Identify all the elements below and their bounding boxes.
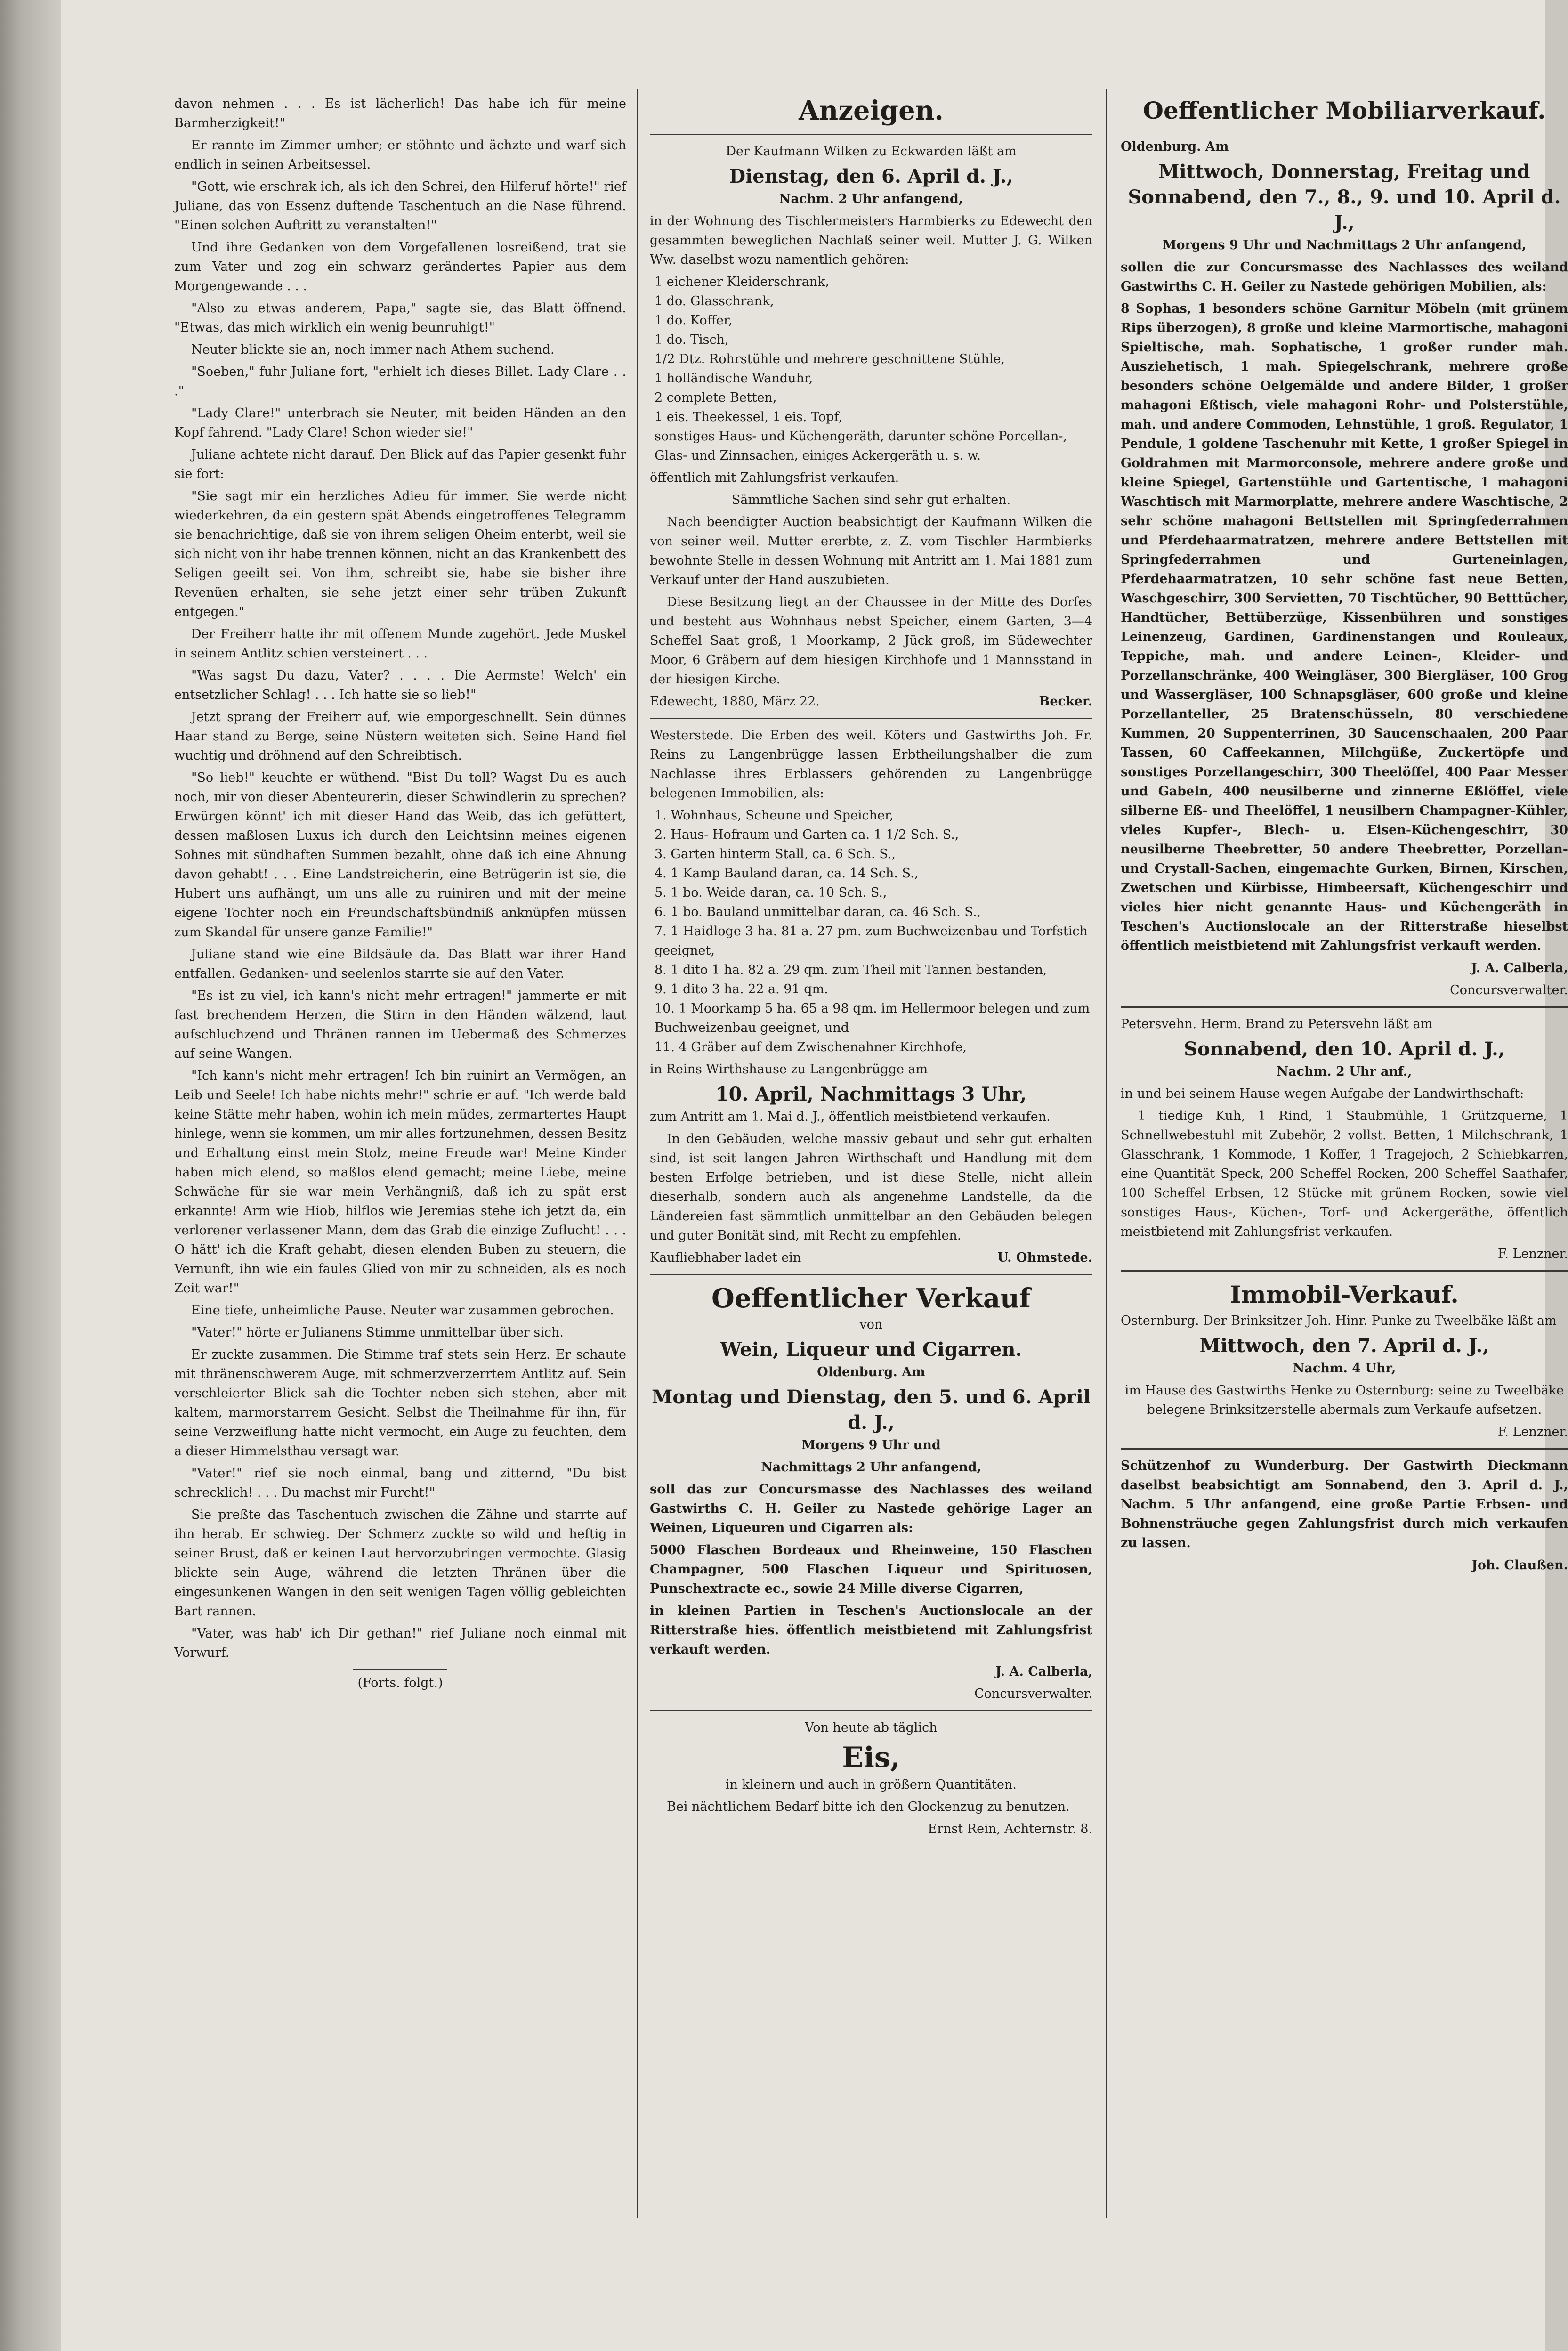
ad-time: Morgens 9 Uhr und Nachmittags 2 Uhr anfangend, xyxy=(1162,238,1527,252)
ad-signer: J. A. Calberla, xyxy=(995,1664,1092,1679)
story-paragraph: "Sie sagt mir ein herzliches Adieu für immer. Sie werde nicht wiederkehren, da ein gestern spät Abends eingetroffenes Telegramm sie benachrichtige, daß sie von ihrem seligen Oheim enterbt, weil sie sich nicht von ihr habe trennen können, nicht an das Krankenbett des Seligen geeilt sei. Von ihm, schreibt sie, habe sie bisher ihre Revenüen erhalten, sie sehe jetzt einer sehr trüben Zukunft entgegen." xyxy=(174,489,626,619)
ad-body-3: in kleinen Partien in Teschen's Auctionslocale an der Ritterstraße hies. öffentlich meistbietend mit Zahlungsfrist verkauft werden. xyxy=(650,1604,1092,1657)
ad-body-3: Diese Besitzung liegt an der Chaussee in der Mitte des Dorfes und besteht aus Wohnhaus nebst Speicher, einem Garten, 3—4 Scheffel Saat groß, 1 Moorkamp, 2 Jück groß, im Südewechter Moor, 6 Gräbern auf dem hiesigen Kirchhofe und 1 Mannsstand in der hiesigen Kirche. xyxy=(650,595,1092,687)
ad-title-goods: Wein, Liqueur und Cigarren. xyxy=(720,1338,1022,1361)
ad-note: Sämmtliche Sachen sind sehr gut erhalten. xyxy=(731,493,1011,507)
ad-date: 10. April, Nachmittags 3 Uhr, xyxy=(715,1083,1027,1105)
story-paragraph: "Ich kann's nicht mehr ertragen! Ich bin ruinirt an Vermögen, an Leib und Seele! Ich habe nichts mehr!" schrie er auf. "Ich werde bald keine Stätte mehr haben, wohin ich mein müdes, zermartertes Haupt hinlege, wenn sie kommen, um mir alles fortzunehmen, dessen Besitz und Erhaltung einst mein Stolz, meine Freude war! Meine Kinder haben mich elend, so maßlos elend gemacht; meine Liebe, meine Schwäche für sie war mein Verhängniß, daß ich zu spät erst erkannte! Arm wie Hiob, hilflos wie Jeremias stehe ich jetzt da, ein verlorener verlassener Mann, dem das Grab die einzige Zuflucht! . . . O hätt' ich die Kraft gehabt, diesen elenden Buben zu steuern, die Vernunft, ihn wie ein faules Glied von mir zu schneiden, als es noch Zeit war!" xyxy=(174,1069,626,1296)
ads-column-right xyxy=(1121,94,1568,1578)
story-paragraph: Er zuckte zusammen. Die Stimme traf stets sein Herz. Er schaute mit thränenschwerem Auge, mit schmerzverzerrtem Antlitz auf. Sein verschleierter Blick sah die Tochter neben sich stehen, aber mit kaltem, marmorstarrem Gesicht. Selbst die Theilnahme für ihn, für seine Verzweiflung hatte nicht vermocht, ein Auge zu feuchten, dem a dieser Himmelsthau versagt war. xyxy=(174,1347,626,1459)
ad-signer: F. Lenzner. xyxy=(1497,1425,1568,1439)
ad-divider xyxy=(650,1274,1092,1275)
ad-body: sollen die zur Concursmasse des Nachlasses des weiland Gastwirths C. H. Geiler zu Nastede gehörigen Mobilien, als: xyxy=(1121,260,1568,294)
ad-time: Morgens 9 Uhr und xyxy=(801,1438,941,1452)
story-paragraph: "Lady Clare!" unterbrach sie Neuter, mit beiden Händen an den Kopf fahrend. "Lady Clare! Schon wieder sie!" xyxy=(174,406,626,440)
ad-mobiliar xyxy=(1121,94,1568,1000)
story-paragraph: Er rannte im Zimmer umher; er stöhnte und ächzte und warf sich endlich in seinen Arbeitsessel. xyxy=(174,138,626,172)
ad-body: Schützenhof zu Wunderburg. Der Gastwirth Dieckmann daselbst beabsichtigt am Sonnabend, den 3. April d. J., Nachm. 5 Uhr anfangend, eine große Partie Erbsen- und Bohnensträuche gegen Zahlungsfrist durch mich verkaufen zu lassen. xyxy=(1121,1459,1568,1550)
list-item: 7. 1 Haidloge 3 ha. 81 a. 27 pm. zum Buchweizenbau und Torfstich geeignet, xyxy=(655,924,1088,958)
list-item: 8. 1 dito 1 ha. 82 a. 29 qm. zum Theil mit Tannen bestanden, xyxy=(655,963,1047,977)
item-list xyxy=(650,806,1092,1057)
ad-signer: J. A. Calberla, xyxy=(1471,961,1568,975)
column-rule xyxy=(1106,89,1107,2218)
book-spine-shadow xyxy=(0,0,61,2351)
ad-divider xyxy=(1121,1270,1568,1272)
ad-date: Dienstag, den 6. April d. J., xyxy=(729,165,1013,187)
ad-intro: Osternburg. Der Brinksitzer Joh. Hinr. Punke zu Tweelbäke läßt am xyxy=(1121,1313,1557,1328)
list-item: sonstiges Haus- und Küchengeräth, darunter schöne Porcellan-, Glas- und Zinnsachen, einiges Ackergeräth u. s. w. xyxy=(655,429,1067,463)
ad-body: in kleinern und auch in größern Quantitäten. xyxy=(726,1777,1017,1792)
ad-wilken xyxy=(650,142,1092,711)
item-list xyxy=(650,272,1092,465)
ad-body: in der Wohnung des Tischlermeisters Harmbierks zu Edewecht den gesammten beweglichen Nachlaß seiner weil. Mutter J. G. Wilken Ww. daselbst wozu namentlich gehören: xyxy=(650,214,1092,267)
ad-after: zum Antritt am 1. Mai d. J., öffentlich meistbietend verkaufen. xyxy=(650,1110,1051,1124)
footer-rule xyxy=(353,1669,447,1670)
ad-date: Montag und Dienstag, den 5. und 6. April d. J., xyxy=(652,1386,1091,1434)
newspaper-page xyxy=(61,0,1568,2351)
story-paragraph: davon nehmen . . . Es ist lächerlich! Das habe ich für meine Barmherzigkeit!" xyxy=(174,97,626,130)
ad-signer: U. Ohmstede. xyxy=(997,1250,1092,1265)
list-item: 1 do. Koffer, xyxy=(655,313,733,328)
section-heading: Anzeigen. xyxy=(799,95,944,126)
list-item: 1. Wohnhaus, Scheune und Speicher, xyxy=(655,808,894,823)
list-item: 1 do. Glasschrank, xyxy=(655,294,774,308)
story-footer: (Forts. folgt.) xyxy=(357,1676,443,1690)
ad-intro: Petersvehn. Herm. Brand zu Petersvehn läßt am xyxy=(1121,1017,1433,1031)
story-paragraph: "Soeben," fuhr Juliane fort, "erhielt ich dieses Billet. Lady Clare . . ." xyxy=(174,365,626,398)
ad-place: Edewecht, 1880, März 22. xyxy=(650,694,820,709)
ad-signer: Joh. Claußen. xyxy=(1471,1558,1568,1573)
ad-divider xyxy=(650,718,1092,719)
ad-sign-left: Kaufliebhaber ladet ein xyxy=(650,1250,801,1265)
list-item: 1 eichener Kleiderschrank, xyxy=(655,275,830,289)
list-item: 3. Garten hinterm Stall, ca. 6 Sch. S., xyxy=(655,847,896,861)
ad-items: 8 Sophas, 1 besonders schöne Garnitur Möbeln (mit grünem Rips überzogen), 8 große und kleine Marmortische, mahagoni Spieltische, mah. Sophatische, 1 großer runder mah. Ausziehetisch, 1 mah. Spiegelschrank, mehrere große besonders schöne Oelgemälde und andere Bilder, 1 großer mahagoni Eßtisch, viele mahagoni Rohr- und Polsterstühle, mah. und andere Commoden, Lehnstühle, 1 groß. Regulator, 1 Pendule, 1 goldene Taschenuhr mit Kette, 1 großer Spiegel in Goldrahmen mit Marmorconsole, mehrere andere große und kleine Spiegel, Gartenstühle und Gartentische, 1 mahagoni Waschtisch mit Marmorplatte, mehrere andere Waschtische, 2 sehr schöne mahagoni Bettstellen mit Springfederrahmen und Pferdehaarmatratzen, mehrere andere Bettstellen mit Springfederrahmen und Gurteneinlagen, Pferdehaarmatratzen, 10 sehr schöne fast neue Betten, Waschgeschirr, 300 Servietten, 70 Tischtücher, 90 Betttücher, Handtücher, Bettüberzüge, Kissenbühren und sonstiges Leinenzeug, Gardinen, Gardinenstangen und Rouleaux, Teppiche, mah. und andere Leinen-, Kleider- und Porzellanschränke, 400 Weingläser, 300 Biergläser, 100 Grog und Wassergläser, 100 Schnapsgläser, 600 große und kleine Porzellanteller, 25 Bratenschüsseln, 80 verschiedene Kummen, 20 Suppenterrinen, 30 Saucenschaalen, 200 Paar Tassen, 60 Caffeekannen, Milchgüße, Zuckertöpfe und sonstiges Porzellangeschirr, 300 Theelöffel, 400 Paar Messer und Gabeln, 400 neusilberne und zinnerne Eßlöffel, viele silberne Eß- und Theelöffel, 1 neusilbern Champagner-Kühler, vieles Kupfer-, Blech- u. Eisen-Küchengeschirr, 30 neusilberne Theebretter, 50 andere Theebretter, Porzellan- und Crystall-Sachen, eingemachte Gurken, Birnen, Kirschen, Zwetschen und Kürbisse, Himbeersaft, Küchengeschirr und vieles hier nicht genannte Haus- und Küchengeräth in Teschen's Auctionslocale an der Ritterstraße hieselbst öffentlich meistbietend mit Zahlungsfrist verkauft werden. xyxy=(1121,301,1568,953)
story-paragraphs xyxy=(174,94,626,1662)
ad-role: Concursverwalter. xyxy=(974,1686,1092,1701)
ad-time: Nachm. 2 Uhr anfangend, xyxy=(779,192,963,206)
ad-role: Concursverwalter. xyxy=(1450,983,1568,997)
story-paragraph: Juliane stand wie eine Bildsäule da. Das Blatt war ihrer Hand entfallen. Gedanken- und seelenlos starrte sie auf den Vater. xyxy=(174,947,626,981)
story-column xyxy=(174,94,626,1693)
list-item: 1 do. Tisch, xyxy=(655,332,729,347)
ad-signature xyxy=(650,1248,1092,1267)
ad-body: soll das zur Concursmasse des Nachlasses des weiland Gastwirths C. H. Geiler zu Nastede gehörige Lager an Weinen, Liqueuren und Cigarren als: xyxy=(650,1482,1092,1535)
ad-time: Nachm. 2 Uhr anf., xyxy=(1277,1064,1412,1079)
list-item: 11. 4 Gräber auf dem Zwischenahner Kirchhofe, xyxy=(655,1040,967,1054)
ad-body-2: 5000 Flaschen Bordeaux und Rheinweine, 150 Flaschen Champagner, 500 Flaschen Liqueur und Spirituosen, Punschextracte ec., sowie 24 Mille diverse Cigarren, xyxy=(650,1543,1092,1596)
list-item: 2 complete Betten, xyxy=(655,390,777,405)
ad-reins xyxy=(650,726,1092,1267)
ad-place: Oldenburg. Am xyxy=(817,1365,925,1379)
ad-date: Sonnabend, den 10. April d. J., xyxy=(1184,1038,1505,1060)
story-paragraph: "So lieb!" keuchte er wüthend. "Bist Du toll? Wagst Du es auch noch, mir von dieser Abenteurerin, dieser Schwindlerin zu sprechen? Erwürgen könnt' ich mit dieser Hand das Weib, das ich gefüttert, dessen maßlosen Luxus ich durch den Leichtsinn meines eigenen Sohnes mit sündhaften Summen bezahlt, ohne daß ich eine Ahnung davon gehabt! . . . Eine Landstreicherin, eine Betrügerin ist sie, die Hubert uns aufhängt, um uns alle zu ruiniren und mit der meine eigene Tochter noch ein Freundschaftsbündniß anknüpfen müssen zum Skandal für unsere ganze Familie!" xyxy=(174,770,626,940)
list-item: 9. 1 dito 3 ha. 22 a. 91 qm. xyxy=(655,982,828,997)
ad-after: öffentlich mit Zahlungsfrist verkaufen. xyxy=(650,470,899,485)
ad-body-2: 1 tiedige Kuh, 1 Rind, 1 Staubmühle, 1 Grützquerne, 1 Schnellwebestuhl mit Zubehör, 2 vollst. Betten, 1 Milchschrank, 1 Glasschrank, 1 Kommode, 1 Koffer, 1 Tragejoch, 2 Schiebkarren, eine Quantität Speck, 200 Scheffel Rocken, 200 Scheffel Saathafer, 100 Scheffel Erbsen, 12 Stücke mit grünem Rocken, sowie viel sonstiges Haus-, Küchen-, Torf- und Ackergeräthe, öffentlich meistbietend mit Zahlungsfrist verkaufen. xyxy=(1121,1109,1568,1239)
story-paragraph: Neuter blickte sie an, noch immer nach Athem suchend. xyxy=(191,342,555,357)
list-item: 2. Haus- Hofraum und Garten ca. 1 1/2 Sch. S., xyxy=(655,827,959,842)
ad-immobil xyxy=(1121,1278,1568,1442)
story-paragraph: Juliane achtete nicht darauf. Den Blick auf das Papier gesenkt fuhr sie fort: xyxy=(174,447,626,481)
story-paragraph: Jetzt sprang der Freiherr auf, wie emporgeschnellt. Sein dünnes Haar stand zu Berge, seine Nüstern weiteten sich. Seine Hand fiel wuchtig und dröhnend auf den Schreibtisch. xyxy=(174,710,626,763)
ad-title: Oeffentlicher Mobiliarverkauf. xyxy=(1143,97,1546,124)
ad-signature xyxy=(650,692,1092,711)
story-paragraph: "Gott, wie erschrak ich, als ich den Schrei, den Hilferuf hörte!" rief Juliane, das von Essenz duftende Taschentuch an die Nase führend. "Einen solchen Auftritt zu veranstalten!" xyxy=(174,179,626,233)
story-paragraph: Der Freiherr hatte ihr mit offenem Munde zugehört. Jede Muskel in seinem Antlitz schien versteinert . . . xyxy=(174,627,626,661)
ad-signer: F. Lenzner. xyxy=(1497,1247,1568,1261)
ad-location: in Reins Wirthshause zu Langenbrügge am xyxy=(650,1062,928,1077)
ad-body-2: Bei nächtlichem Bedarf bitte ich den Glockenzug zu benutzen. xyxy=(667,1800,1070,1814)
ad-title: Immobil-Verkauf. xyxy=(1230,1281,1459,1308)
list-item: 4. 1 Kamp Bauland daran, ca. 14 Sch. S., xyxy=(655,866,919,881)
story-paragraph: "Vater!" rief sie noch einmal, bang und zitternd, "Du bist schrecklich! . . . Du machst mir Furcht!" xyxy=(174,1466,626,1500)
ad-wine-sale xyxy=(650,1282,1092,1703)
list-item: 5. 1 bo. Weide daran, ca. 10 Sch. S., xyxy=(655,885,887,900)
column-rule xyxy=(637,89,638,2218)
ad-title: Oeffentlicher Verkauf xyxy=(711,1283,1031,1314)
ad-body: In den Gebäuden, welche massiv gebaut und sehr gut erhalten sind, ist seit langen Jahren Wirthschaft und Handlung mit dem besten Erfolge betrieben, und ist diese Stelle, nicht allein dieserhalb, sondern auch als angenehme Landstelle, da die Ländereien fast sämmtlich unmittelbar an den Gebäuden belegen und guter Bonität sind, mit Recht zu empfehlen. xyxy=(650,1132,1092,1243)
heading-rule xyxy=(650,134,1092,135)
ad-body: im Hause des Gastwirths Henke zu Osternburg: seine zu Tweelbäke belegene Brinksitzerstelle abermals zum Verkaufe aufsetzen. xyxy=(1124,1383,1564,1417)
story-paragraph: "Was sagst Du dazu, Vater? . . . . Die Aermste! Welch' ein entsetzlicher Schlag! . . . Ich hatte sie so lieb!" xyxy=(174,668,626,702)
ad-ice xyxy=(650,1718,1092,1839)
ad-title-von: von xyxy=(859,1317,883,1332)
list-item: 1/2 Dtz. Rohrstühle und mehrere geschnittene Stühle, xyxy=(655,352,1005,366)
ad-divider xyxy=(1121,1448,1568,1450)
story-paragraph: Und ihre Gedanken von dem Vorgefallenen losreißend, trat sie zum Vater und zog ein schwarz gerändertes Papier aus dem Morgengewande . . . xyxy=(174,240,626,293)
ad-intro: Der Kaufmann Wilken zu Eckwarden läßt am xyxy=(726,144,1017,159)
ad-intro: Von heute ab täglich xyxy=(805,1720,938,1735)
ad-brand xyxy=(1121,1014,1568,1264)
ad-time: Nachm. 4 Uhr, xyxy=(1293,1361,1396,1376)
story-paragraph: "Es ist zu viel, ich kann's nicht mehr ertragen!" jammerte er mit fast brechendem Herzen, die Stirn in den Händen wälzend, laut aufschluchzend und Thränen rannen im Uebermaß des Schmerzes auf seine Wangen. xyxy=(174,989,626,1061)
story-paragraph: "Vater, was hab' ich Dir gethan!" rief Juliane noch einmal mit Vorwurf. xyxy=(174,1626,626,1660)
list-item: 1 holländische Wanduhr, xyxy=(655,371,813,386)
story-paragraph: Sie preßte das Taschentuch zwischen die Zähne und starrte auf ihn herab. Er schwieg. Der Schmerz zuckte so wild und heftig in seiner Brust, daß er keinen Laut hervorzubringen vermochte. Glasig blickte sein Auge, während die letzten Thränen über die eingesunkenen Wangen in den seit wenigen Tagen völlig gebleichten Bart rannen. xyxy=(174,1508,626,1619)
story-paragraph: Eine tiefe, unheimliche Pause. Neuter war zusammen gebrochen. xyxy=(191,1303,614,1318)
list-item: 10. 1 Moorkamp 5 ha. 65 a 98 qm. im Hellermoor belegen und zum Buchweizenbau geeignet, und xyxy=(655,1001,1090,1035)
ad-schuetzenhof xyxy=(1121,1456,1568,1575)
ad-time-2: Nachmittags 2 Uhr anfangend, xyxy=(761,1460,981,1475)
story-paragraph: "Vater!" hörte er Julianens Stimme unmittelbar über sich. xyxy=(191,1325,564,1340)
ad-place: Oldenburg. Am xyxy=(1121,139,1229,154)
ad-signer: Ernst Rein, Achternstr. 8. xyxy=(928,1822,1092,1836)
ad-title: Eis, xyxy=(842,1741,900,1774)
ad-signer: Becker. xyxy=(1039,694,1092,709)
ad-body-2: Nach beendigter Auction beabsichtigt der Kaufmann Wilken die von seiner weil. Mutter ererbte, z. Z. vom Tischler Harmbierks bewohnte Stelle in dessen Wohnung mit Antritt am 1. Mai 1881 zum Verkauf unter der Hand auszubieten. xyxy=(650,515,1092,587)
list-item: 1 eis. Theekessel, 1 eis. Topf, xyxy=(655,410,843,424)
ad-divider xyxy=(1121,1006,1568,1008)
ad-body: in und bei seinem Hause wegen Aufgabe der Landwirthschaft: xyxy=(1121,1086,1524,1101)
ad-intro: Westerstede. Die Erben des weil. Köters und Gastwirths Joh. Fr. Reins zu Langenbrügge lassen Erbtheilungshalber die zum Nachlasse ihres Erblassers gehörenden zu Langenbrügge belegenen Immobilien, als: xyxy=(650,728,1092,801)
ads-column-middle xyxy=(650,94,1092,1841)
ad-date: Mittwoch, Donnerstag, Freitag und Sonnabend, den 7., 8., 9. und 10. April d. J., xyxy=(1128,161,1561,234)
ad-date: Mittwoch, den 7. April d. J., xyxy=(1199,1335,1489,1357)
list-item: 6. 1 bo. Bauland unmittelbar daran, ca. 46 Sch. S., xyxy=(655,905,981,919)
ad-divider xyxy=(650,1710,1092,1711)
story-paragraph: "Also zu etwas anderem, Papa," sagte sie, das Blatt öffnend. "Etwas, das mich wirklich ein wenig beunruhigt!" xyxy=(174,301,626,335)
